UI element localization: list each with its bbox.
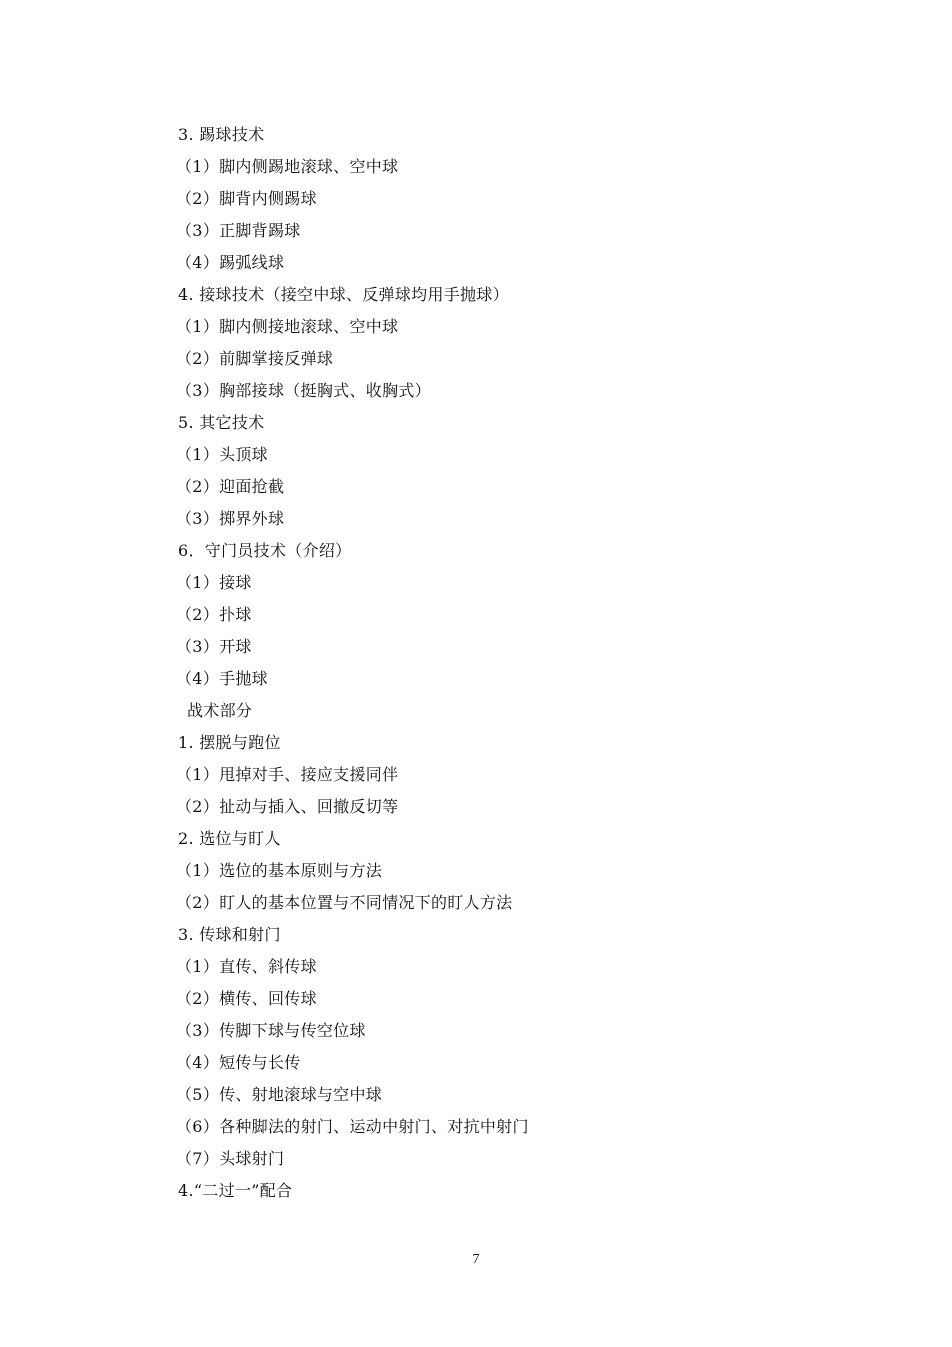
list-item: （2）横传、回传球 [176,989,317,1008]
list-item: 4. 接球技术（接空中球、反弹球均用手抛球） [178,285,509,304]
list-item: 5. 其它技术 [178,413,265,432]
list-item: 6．守门员技术（介绍） [178,541,352,560]
list-item: （3）正脚背踢球 [176,221,301,240]
list-item: （2）扑球 [176,605,252,624]
list-item: 1. 摆脱与跑位 [178,733,281,752]
list-item: （1）脚内侧踢地滚球、空中球 [176,157,399,176]
list-item: （3）开球 [176,637,252,656]
list-item: （4）踢弧线球 [176,253,285,272]
list-item: 3. 踢球技术 [178,125,265,144]
list-item: （7）头球射门 [176,1149,285,1168]
page-number: 7 [472,1252,480,1267]
list-item: （2）盯人的基本位置与不同情况下的盯人方法 [176,893,513,912]
list-item: （2）迎面抢截 [176,477,285,496]
list-item: （4）短传与长传 [176,1053,301,1072]
list-item: 2. 选位与盯人 [178,829,281,848]
list-item: （1）头顶球 [176,445,268,464]
list-item: （1）直传、斜传球 [176,957,317,976]
list-item: （1）甩掉对手、接应支援同伴 [176,765,399,784]
list-item: （2）脚背内侧踢球 [176,189,317,208]
list-item: （1）接球 [176,573,252,592]
list-item: （1）脚内侧接地滚球、空中球 [176,317,399,336]
list-item: （3）传脚下球与传空位球 [176,1021,366,1040]
list-item: （4）手抛球 [176,669,268,688]
list-item: 4.“二过一”配合 [178,1181,293,1200]
list-item: （3）胸部接球（挺胸式、收胸式） [176,381,431,400]
list-item: （6）各种脚法的射门、运动中射门、对抗中射门 [176,1117,529,1136]
list-item: 3. 传球和射门 [178,925,281,944]
list-item: （2）前脚掌接反弹球 [176,349,334,368]
list-item: （2）扯动与插入、回撤反切等 [176,797,399,816]
document-body [178,122,878,1210]
section-heading: 战术部分 [187,701,253,720]
list-item: （5）传、射地滚球与空中球 [176,1085,383,1104]
list-item: （3）掷界外球 [176,509,285,528]
list-item: （1）选位的基本原则与方法 [176,861,383,880]
